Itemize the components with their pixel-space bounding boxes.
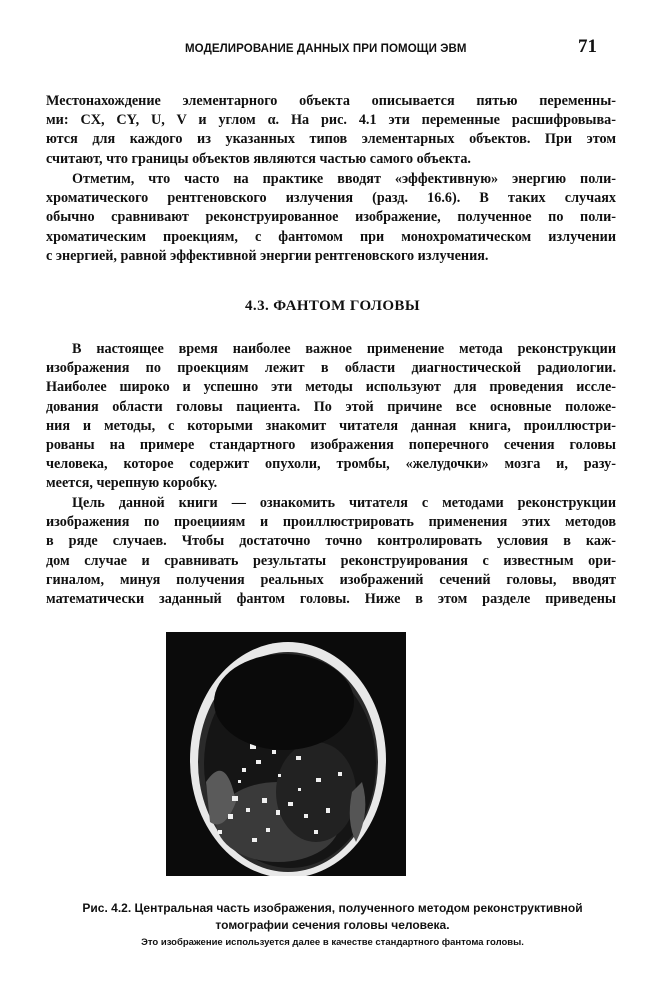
text-line: с энергией, равной эффективной энергии рентгеновского излучения. [46,247,489,264]
figure-caption [0,900,665,934]
caption-line: томографии сечения головы человека. [215,918,450,932]
text-line: математически заданный фантом головы. Ниже в этом разделе приведены [46,590,616,607]
running-header [0,36,665,66]
text-line: в ряде случаев. Чтобы достаточно точно контролировать условия в каж- [46,533,616,550]
text-line: Цель данной книги — ознакомить читателя с методами реконструкции [72,495,616,511]
text-line: ми: CX, CY, U, V и углом α. На рис. 4.1 эти переменные расшифровыва- [46,112,616,129]
figure-note: Это изображение используется далее в качестве стандартного фантома головы. [141,937,524,948]
text-line: изображения по проекциям лежит в области диагностической радиологии. [46,360,616,377]
section-heading: 4.3. ФАНТОМ ГОЛОВЫ [245,298,420,314]
text-line: Наиболее широко и успешно эти методы используют для проведения иссле- [46,379,616,396]
text-line: изображения по проецииям и проиллюстрировать применения этих методов [46,514,616,531]
running-title: МОДЕЛИРОВАНИЕ ДАННЫХ ПРИ ПОМОЩИ ЭВМ [185,43,467,55]
head-phantom-image [166,632,406,876]
text-line: рованы на примере стандартного изображения поперечного сечения головы [46,436,616,453]
text-line: человека, которое содержит опухоли, тромбы, «желудочки» мозга и, разу- [46,456,616,473]
text-line: Отметим, что часто на практике вводят «эффективную» энергию поли- [72,171,616,187]
text-line: хроматического рентгеновского излучения (разд. 16.6). В таких случаях [46,190,616,207]
section-paragraph-1 [46,340,616,494]
text-line: дом случае и сравнивать результаты реконструирования с известным ори- [46,552,616,569]
text-line: Местонахождение элементарного объекта описывается пятью переменны- [46,93,616,109]
intro-paragraph-2 [46,170,616,266]
text-line: дования области головы пациента. По этой причине все основные положе- [46,398,616,415]
text-line: гиналом, минуя получения реальных изображений сечений головы, вводят [46,571,616,588]
text-line: В настоящее время наиболее важное применение метода реконструкции [72,341,616,357]
section-paragraph-2 [46,494,616,609]
text-line: обычно сравнивают реконструированное изображение, полученное по поли- [46,209,616,226]
text-line: ния и методы, с которыми знакомит читателя данная книга, проиллюстри- [46,417,616,434]
caption-line: Рис. 4.2. Центральная часть изображения, полученного методом реконструктивной [82,901,583,915]
text-line: ются для каждого из указанных типов элементарных объектов. При этом [46,131,616,148]
text-line: меется, черепную коробку. [46,475,218,492]
page-number: 71 [578,36,597,57]
ct-head-cross-section [166,632,406,876]
intro-paragraph-1 [46,92,616,169]
text-line: хроматическим проекциям, с фантомом при монохроматическом излучении [46,228,616,245]
text-line: считают, что границы объектов являются частью самого объекта. [46,150,471,167]
